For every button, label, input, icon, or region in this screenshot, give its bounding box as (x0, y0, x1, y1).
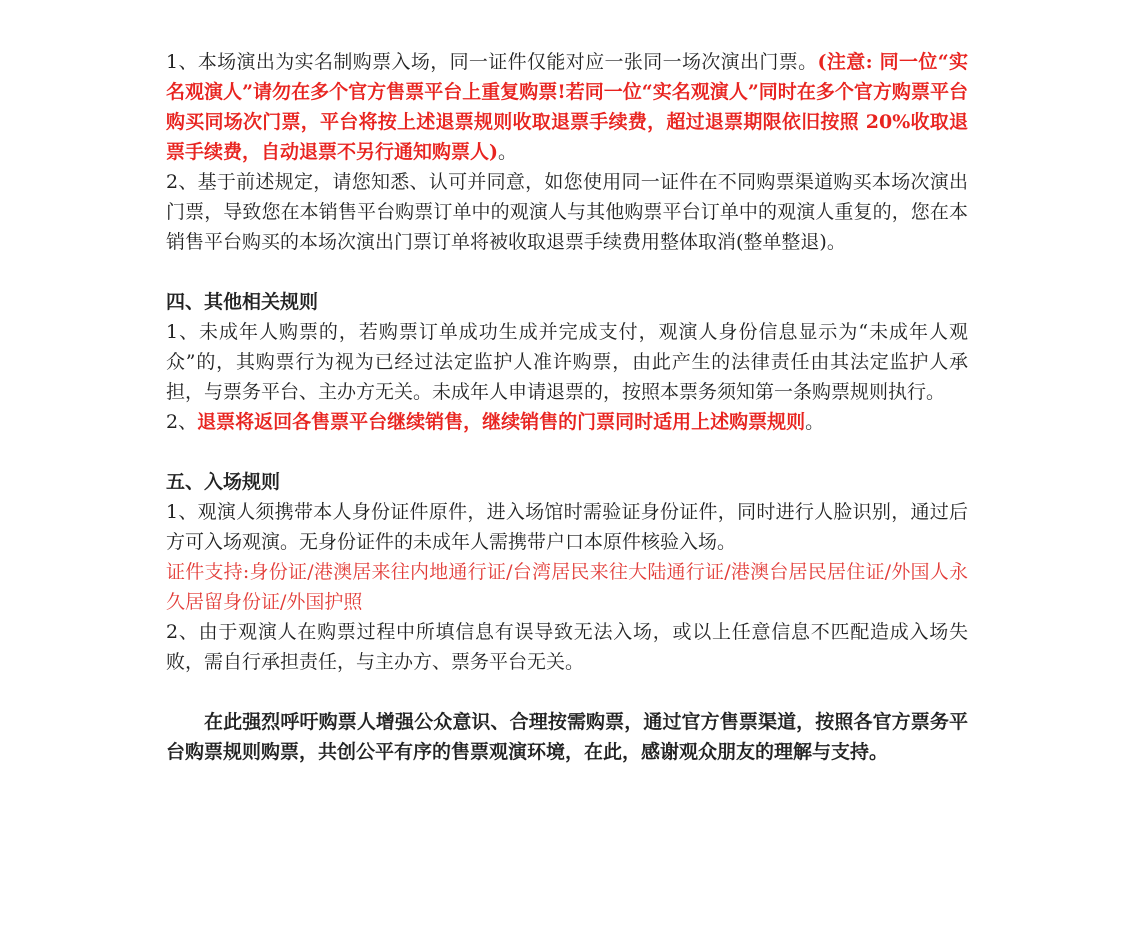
purchase-rule-2: 2、基于前述规定，请您知悉、认可并同意，如您使用同一证件在不同购票渠道购买本场次演出门票，导致您在本销售平台购票订单中的观演人与其他购票平台订单中的观演人重复的，您在本销售平台购买的本场次演出门票订单将被收取退票手续费用整体取消(整单整退)。 (166, 171, 968, 253)
other-rule-2 (166, 407, 968, 437)
other-rule-1: 1、未成年人购票的，若购票订单成功生成并完成支付，观演人身份信息显示为“未成年人观众”的，其购票行为视为已经过法定监护人准许购票，由此产生的法律责任由其法定监护人承担，与票务平台、主办方无关。未成年人申请退票的，按照本票务须知第一条购票规则执行。 (166, 321, 968, 403)
ticket-notice-document (166, 47, 968, 767)
purchase-rule-1-end: 。 (498, 141, 518, 163)
other-rule-2-prefix: 2、 (166, 411, 198, 433)
spacer (166, 257, 968, 287)
purchase-rule-1-text: 1、本场演出为实名制购票入场，同一证件仅能对应一张同一场次演出门票。 (166, 51, 818, 73)
purchase-rule-1 (166, 47, 968, 167)
spacer (166, 437, 968, 467)
other-rule-2-highlight: 退票将返回各售票平台继续销售，继续销售的门票同时适用上述购票规则 (197, 411, 806, 433)
other-rule-2-end: 。 (805, 411, 825, 433)
entry-rule-1: 1、观演人须携带本人身份证件原件，进入场馆时需验证身份证件，同时进行人脸识别，通过后方可入场观演。无身份证件的未成年人需携带户口本原件核验入场。 (166, 501, 968, 553)
purchase-rule-1-warning: (注意: 同一位“实名观演人”请勿在多个官方售票平台上重复购票!若同一位“实名观演人”同时在多个官方购票平台购买同场次门票，平台将按上述退票规则收取退票手续费，超过退票期限依旧按照 20%收取退票手续费，自动退票不另行通知购票人) (166, 51, 968, 163)
spacer (166, 677, 968, 707)
accepted-id-list: 证件支持:身份证/港澳居来往内地通行证/台湾居民来往大陆通行证/港澳台居民居住证/外国人永久居留身份证/外国护照 (166, 561, 968, 613)
entry-rules-heading: 五、入场规则 (166, 471, 281, 493)
closing-appeal: 在此强烈呼吁购票人增强公众意识、合理按需购票，通过官方售票渠道，按照各官方票务平台购票规则购票，共创公平有序的售票观演环境，在此，感谢观众朋友的理解与支持。 (166, 711, 968, 763)
other-rules-heading: 四、其他相关规则 (166, 291, 319, 313)
entry-rule-2: 2、由于观演人在购票过程中所填信息有误导致无法入场，或以上任意信息不匹配造成入场失败，需自行承担责任，与主办方、票务平台无关。 (166, 621, 968, 673)
